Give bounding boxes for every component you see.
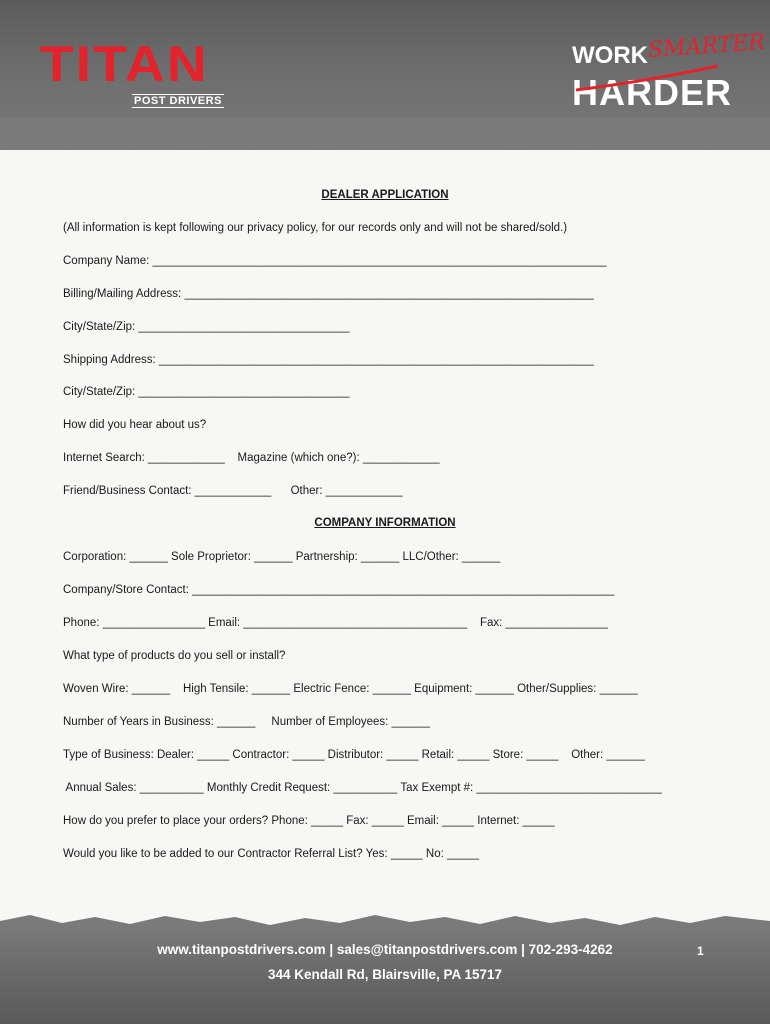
business-structure-fields[interactable]: Corporation: ______ Sole Proprietor: ______ Partnership: ______ LLC/Other: ______	[63, 551, 501, 563]
store-contact-field[interactable]: Company/Store Contact: __________________________________________________________________	[63, 584, 615, 596]
sales-credit-tax-fields[interactable]: Annual Sales: __________ Monthly Credit Request: __________ Tax Exempt #: _____________________________	[63, 782, 662, 794]
product-type-fields[interactable]: Woven Wire: ______ High Tensile: ______ Electric Fence: ______ Equipment: ______ Other/Supplies: ______	[63, 683, 638, 695]
company-information-heading: COMPANY INFORMATION	[314, 517, 456, 529]
torn-edge-top	[0, 118, 770, 158]
shipping-city-state-zip-field[interactable]: City/State/Zip: _________________________________	[63, 386, 350, 398]
referral-question: How did you hear about us?	[63, 419, 207, 431]
friend-other-fields[interactable]: Friend/Business Contact: ____________ Other: ____________	[63, 485, 403, 497]
footer-address-line: 344 Kendall Rd, Blairsville, PA 15717	[267, 967, 503, 982]
footer-contact-line: www.titanpostdrivers.com | sales@titanpostdrivers.com | 702-293-4262	[157, 942, 613, 957]
page-number: 1	[697, 944, 704, 958]
titan-logo	[40, 36, 240, 112]
business-type-fields[interactable]: Type of Business: Dealer: _____ Contractor: _____ Distributor: _____ Retail: _____ Store: _____ Other: ______	[63, 749, 645, 761]
years-employees-fields[interactable]: Number of Years in Business: ______ Number of Employees: ______	[63, 716, 430, 728]
products-question: What type of products do you sell or install?	[63, 650, 286, 662]
tagline-harder: HARDER	[572, 72, 733, 113]
phone-email-fax-fields[interactable]: Phone: ________________ Email: ___________________________________ Fax: ________________	[63, 617, 608, 629]
strike-line-icon	[572, 64, 722, 94]
internet-magazine-fields[interactable]: Internet Search: ____________ Magazine (which one?): ____________	[63, 452, 440, 464]
document-title: DEALER APPLICATION	[321, 189, 449, 201]
billing-city-state-zip-field[interactable]: City/State/Zip: _________________________________	[63, 321, 350, 333]
work-smarter-harder-tagline	[572, 29, 766, 114]
billing-address-field[interactable]: Billing/Mailing Address: ________________________________________________________________	[63, 288, 594, 300]
order-preference-fields[interactable]: How do you prefer to place your orders? Phone: _____ Fax: _____ Email: _____ Internet: _____	[63, 815, 555, 827]
company-name-field[interactable]: Company Name: _______________________________________________________________________	[63, 255, 607, 267]
privacy-note: (All information is kept following our privacy policy, for our records only and will not be shared/sold.)	[63, 222, 568, 234]
logo-wordmark: TITAN	[40, 36, 209, 92]
shipping-address-field[interactable]: Shipping Address: ____________________________________________________________________	[63, 354, 594, 366]
referral-list-fields[interactable]: Would you like to be added to our Contractor Referral List? Yes: _____ No: _____	[63, 848, 479, 860]
logo-subtitle: POST DRIVERS	[134, 95, 222, 107]
tagline-smarter: SMARTER	[647, 29, 766, 64]
tagline-work: WORK	[572, 42, 648, 69]
